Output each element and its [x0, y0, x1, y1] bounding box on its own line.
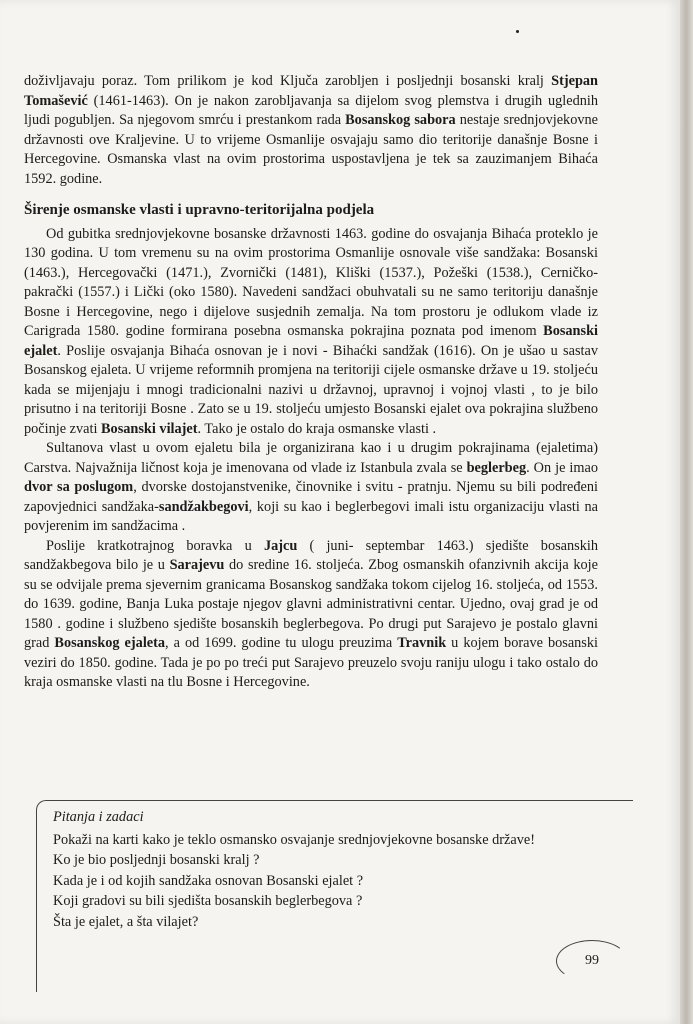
question-item: Šta je ejalet, a šta vilajet?	[53, 913, 199, 930]
bold-term: Sarajevu	[169, 557, 225, 573]
questions-list	[53, 830, 633, 933]
section-heading: Širenje osmanske vlasti i upravno-teritorijalna podjela	[24, 202, 375, 218]
text-run: do sredine 16. stoljeća. Zbog osmanskih ofanzivnih akcija koje su se odvijale prema sjevernim granicama Bosanskog sandžaka tokom cijelog 16. stoljeća, od 1553. do 1639. godine, Banja Luka postaje njegov glavni administrativni centar. Ujedno, ovaj grad je od 1580 . godine i službeno sjedište bosanskih beglerbegova. Po drugi put Sarajevo je postalo glavni grad	[24, 557, 598, 651]
questions-box	[36, 800, 633, 992]
text-run: , koji su kao i beglerbegovi imali istu organizaciju vlasti na povjerenim im sandžacima .	[24, 498, 598, 534]
text-run: (1461-1463). On je nakon zarobljavanja sa dijelom svog plemstva i drugih uglednih ljudi pogubljen. Sa njegovom smrću i prestankom rada	[24, 92, 598, 128]
questions-title: Pitanja i zadaci	[53, 809, 144, 825]
bold-term: Bosanski vilajet	[101, 420, 198, 437]
bold-term: Bosanskog ejaleta	[54, 635, 166, 651]
bold-term: Bosanski ejalet	[24, 323, 598, 359]
text-run: ( juni- septembar 1463.) sjedište bosanskih sandžakbegova bilo je u	[24, 537, 598, 573]
text-run: . Poslije osvajanja Bihaća osnovan je i novi - Bihaćki sandžak (1616). On je ušao u sastav Bosanskog ejaleta. U vrijeme reformnih promjena na teritoriji cijele osmanske države u 19. stoljeću kada se mijenjaju i mnogi tradicionalni nazivi u državnoj, upravnoj i vojnoj vlasti , to je bilo prisutno i na teritoriji Bosne . Zato se u 19. stoljeću umjesto Bosanski ejalet ova pokrajina službeno počinje zvati	[24, 342, 598, 437]
bold-term: Travnik	[397, 635, 447, 651]
bold-term: sandžakbegovi	[158, 498, 249, 515]
question-item: Ko je bio posljednji bosanski kralj ?	[53, 852, 260, 868]
book-spine	[680, 0, 693, 1024]
question-item: Koji gradovi su bili sjedišta bosanskih beglerbegova ?	[53, 893, 363, 909]
text-run: . Tako je ostalo do kraja osmanske vlasti .	[197, 420, 437, 437]
main-text	[24, 72, 598, 693]
text-run: Sultanova vlast u ovom ejaletu bila je organizirana kao i u drugim pokrajinama (ejaletima) Carstva. Najvažnija ličnost koja je imenovana od vlade iz Istanbula zvala se	[24, 440, 598, 476]
bold-term: dvor sa poslugom	[24, 479, 134, 495]
question-item: Kada je i od kojih sandžaka osnovan Bosanski ejalet ?	[53, 872, 364, 889]
bold-term: Bosanskog sabora	[345, 112, 456, 128]
bold-term: Stjepan Tomašević	[24, 73, 598, 109]
text-run: doživljavaju poraz. Tom prilikom je kod Ključa zarobljen i posljednji bosanski kralj	[24, 73, 552, 89]
ink-dot	[516, 30, 519, 33]
text-run: Poslije kratkotrajnog boravka u	[46, 537, 264, 554]
page-number: 99	[556, 940, 628, 982]
text-run: u kojem borave bosanski veziri do 1850. godine. Tada je po po treći put Sarajevo preuzelo svoju raniju ulogu i tako ostalo do kraja osmanske vlasti na tlu Bosne i Hercegovine.	[24, 635, 598, 690]
text-run: . On je imao	[526, 459, 598, 476]
text-run: nestaje srednjovjekovne državnosti ove Kraljevine. U to vrijeme Osmanlije osvajaju samo dio teritorije današnje Bosne i Hercegovine. Osmanska vlast na ovim prostorima uspostavljena je tek sa zauzimanjem Bihaća 1592. godine.	[24, 112, 598, 187]
text-run: , a od 1699. godine tu ulogu preuzima	[165, 635, 398, 651]
paragraph-4	[24, 537, 598, 693]
paragraph-1	[24, 72, 598, 189]
text-run: Od gubitka srednjovjekovne bosanske državnosti 1463. godine do osvajanja Bihaća proteklo je 130 godina. U tom vremenu su na ovim prostorima Osmanlije osnovale više sandžaka: Bosanski (1463.), Hercegovački (1471.), Zvornički (1481), Kliški (1537.), Požeški (1538.), Cerničko-pakrački (1557.) i Lički (oko 1580). Navedeni sandžaci obuhvatali su ne samo teritoriju današnje Bosne i Hercegovine, nego i dijelove susjednih zemalja. Na tom prostoru je odlukom vlade iz Carigrada 1580. godine formirana posebna osmanska pokrajina poznata pod imenom	[24, 225, 598, 339]
paragraph-3	[24, 439, 598, 537]
paragraph-2	[24, 225, 598, 440]
bold-term: beglerbeg	[466, 459, 527, 476]
bold-term: Jajcu	[263, 537, 298, 554]
text-run: , dvorske dostojanstvenike, činovnike i svitu - pratnju. Njemu su bili podređeni zapovjednici sandžaka-	[24, 479, 598, 515]
question-item: Pokaži na karti kako je teklo osmansko osvajanje srednjovjekovne bosanske države!	[53, 831, 535, 848]
